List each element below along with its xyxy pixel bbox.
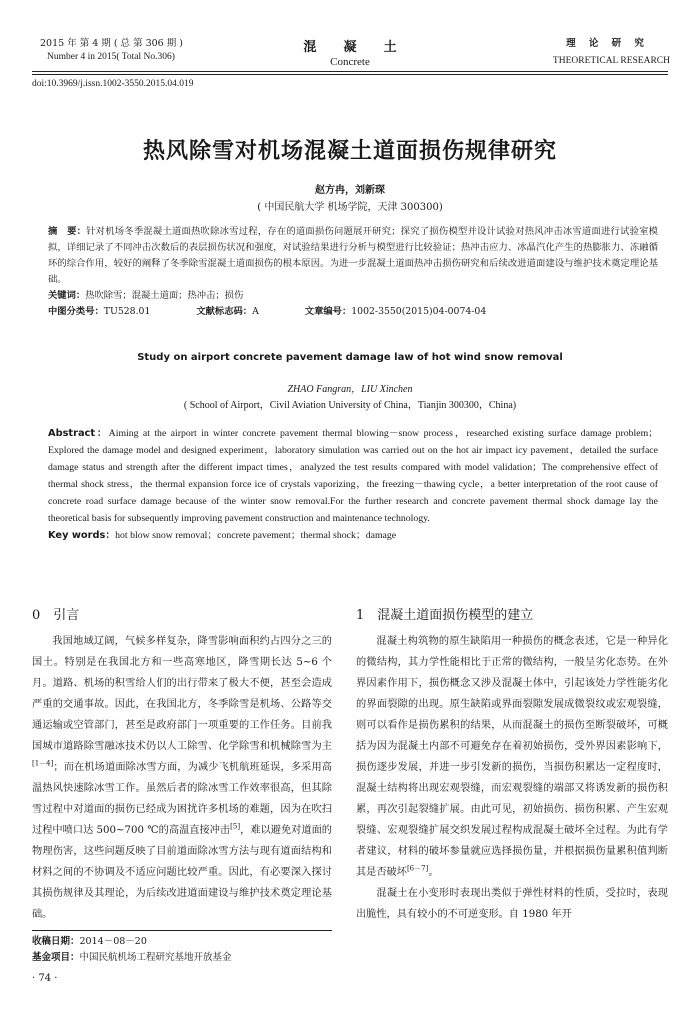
citation-6-7: [6－7]: [406, 864, 429, 873]
article-number-value: 1002-3550(2015)04-0074-04: [351, 306, 487, 317]
footnote-fund-label: 基金项目：: [32, 952, 80, 963]
abstract-en-label: Abstract：: [48, 428, 109, 439]
citation-1-4: [1－4]: [32, 759, 54, 768]
authors-cn: 赵方冉，刘新琛: [315, 185, 385, 196]
paper-title-cn: 热风除雪对机场混凝土道面损伤规律研究: [142, 139, 557, 164]
classification-value: TU528.01: [103, 306, 151, 317]
abstract-cn: [48, 224, 658, 320]
doi: doi:10.3969/j.issn.1002-3550.2015.04.019: [32, 79, 194, 89]
abstract-cn-text: 针对机场冬季混凝土道面热吹除冰雪过程，存在的道面损伤问题展开研究；探究了损伤模型并设计试验对热风冲击冰雪道面进行试验室模拟，详细记录了不同冲击次数后的表层损伤状况和强度，对试验结果进行分析与模型进行比较验证；热冲击应力、冰晶汽化产生的热膨胀力、冻融循环的综合作用，较好的阐释了冬季除雪混凝土道面损伤的根本原因。为进一步混凝土道面热冲击损伤研究和后续改进道面建设与维护技术奠定理论基础。: [48, 226, 658, 285]
doc-code-label: 文献标志码：: [196, 306, 253, 317]
section-1-para-1-end: 。: [428, 867, 439, 878]
footnote-date-label: 收稿日期：: [32, 936, 80, 947]
section-1-body: [356, 631, 668, 925]
article-number-label: 文章编号：: [304, 306, 352, 317]
section-type-en: THEORETICAL RESEARCH: [552, 56, 670, 66]
section-0-body: [32, 631, 332, 925]
keywords-en-label: Key words：: [48, 530, 116, 541]
classification-label: 中图分类号：: [48, 306, 104, 317]
section-1-title: 1 混凝土道面损伤模型的建立: [356, 608, 534, 623]
abstract-cn-label: 摘 要：: [48, 226, 87, 237]
journal-name-en: Concrete: [330, 56, 370, 68]
header-rule-bottom: [32, 74, 668, 75]
section-1-para-2: 混凝土在小变形时表现出类似于弹性材料的性质，受拉时，表现出脆性，具有较小的不可逆变形。自 1980 年开: [356, 888, 668, 920]
footnote-rule: [32, 930, 332, 931]
paper-title-en: Study on airport concrete pavement damage law of hot wind snow removal: [137, 352, 563, 363]
footnote-date: 2014－08－20: [79, 936, 147, 947]
keywords-en: hot blow snow removal；concrete pavement；thermal shock；damage: [115, 530, 397, 541]
keywords-cn: 热吹除雪；混凝土道面；热冲击；损伤: [85, 290, 244, 301]
section-0-text-c: ，难以避免对道面的物理伤害，这些问题反映了目前道面除冰雪方法与现有道面结构和材料之间的不协调及不适应问题比较严重。因此，有必要深入探讨其损伤规律及其理论，为后续改进道面建设与维护技术奠定理论基础。: [32, 825, 332, 920]
section-type-cn: 理 论 研 究: [566, 38, 644, 49]
citation-5: [5]: [230, 822, 241, 831]
section-0-text: 我国地域辽阔，气候多样复杂，降雪影响面积约占四分之三的国土。特别是在我国北方和一些高寒地区，降雪期长达 5~6 个月。道路、机场的积雪给人们的出行带来了极大不便，甚至会造成严重的交通事故。因此，在我国北方，冬季除雪是机场、公路等交通运输或空管部门，甚至是政府部门一项重要的工作任务。目前我国城市道路除雪融冰技术仍以人工除雪、化学除雪和机械除雪为主: [32, 636, 332, 752]
footnotes: [32, 934, 332, 966]
keywords-cn-label: 关键词：: [48, 290, 86, 301]
page-number: · 74 ·: [32, 973, 58, 984]
section-0-text-b: ；而在机场道面除冰雪方面，为减少飞机航班延误，多采用高温热风快速除冰雪工作。虽然后者的除冰雪工作效率很高，但其除雪过程中对道面的损伤已经成为困扰许多机场的难题，因为在吹扫过程中喷口达 500~700 ℃的高温直接冲击: [32, 762, 332, 836]
doc-code-value: A: [252, 306, 259, 317]
abstract-en: [48, 425, 658, 544]
section-1-para-1: 混凝土构筑物的原生缺陷用一种损伤的概念表述，它是一种异化的微结构，其力学性能相比于正常的微结构，一般呈劣化态势。在外界因素作用下，损伤概念又涉及混凝土体中，引起该处力学性能劣化的界面裂隙的出现。原生缺陷或界面裂隙发展成微裂纹或宏观裂缝，则可以看作是损伤累积的结果，从而混凝土的损伤至断裂破坏，可概括为因为混凝土内部不可避免存在着初始损伤，受外界因素影响下，损伤逐步发展，并进一步引发新的损伤，当损伤积累达一定程度时，混凝土结构将出现宏观裂缝，而宏观裂缝的端部又将诱发新的损伤积累，再次引起裂缝扩展。由此可见，初始损伤、损伤积累、产生宏观裂缝、宏观裂缝扩展交织发展过程构成混凝土破坏全过程。为此有学者建议，材料的破坏参量就应选择损伤量，并根据损伤量累积值判断其是否破坏: [356, 636, 668, 878]
affiliation-cn: ( 中国民航大学 机场学院，天津 300300): [257, 202, 443, 213]
affiliation-en: ( School of Airport，Civil Aviation University of China，Tianjin 300300，China): [183, 400, 517, 411]
journal-issue-cn: 2015 年 第 4 期 ( 总 第 306 期 ): [40, 38, 183, 49]
journal-issue-en: Number 4 in 2015( Total No.306): [47, 52, 175, 62]
authors-en: ZHAO Fangran，LIU Xinchen: [287, 384, 413, 395]
abstract-en-text: Aiming at the airport in winter concrete pavement thermal blowing－snow process，researched existing surface damage problem；Explored the damage model and designed experiment，laboratory simulation was carried out on the hot air impact icy pavement，detailed the surface damage status and strength after the different impact times，analyzed the test results compared with model validation；The comprehensive effect of thermal shock stress，the thermal expansion force ice of crystals vaporizing，the freezing－thawing cycle，a better interpretation of the root cause of concrete road surface damage because of the winter snow removal.For the further research and concrete pavement thermal shock damage lay the theoretical basis for subsequently improving pavement construction and maintenance technology.: [48, 428, 658, 524]
header-rule-top: [32, 71, 668, 72]
journal-name-cn: 混 凝 土: [303, 40, 397, 55]
section-0-title: 0 引言: [32, 608, 80, 623]
footnote-fund: 中国民航机场工程研究基地开放基金: [79, 952, 232, 963]
